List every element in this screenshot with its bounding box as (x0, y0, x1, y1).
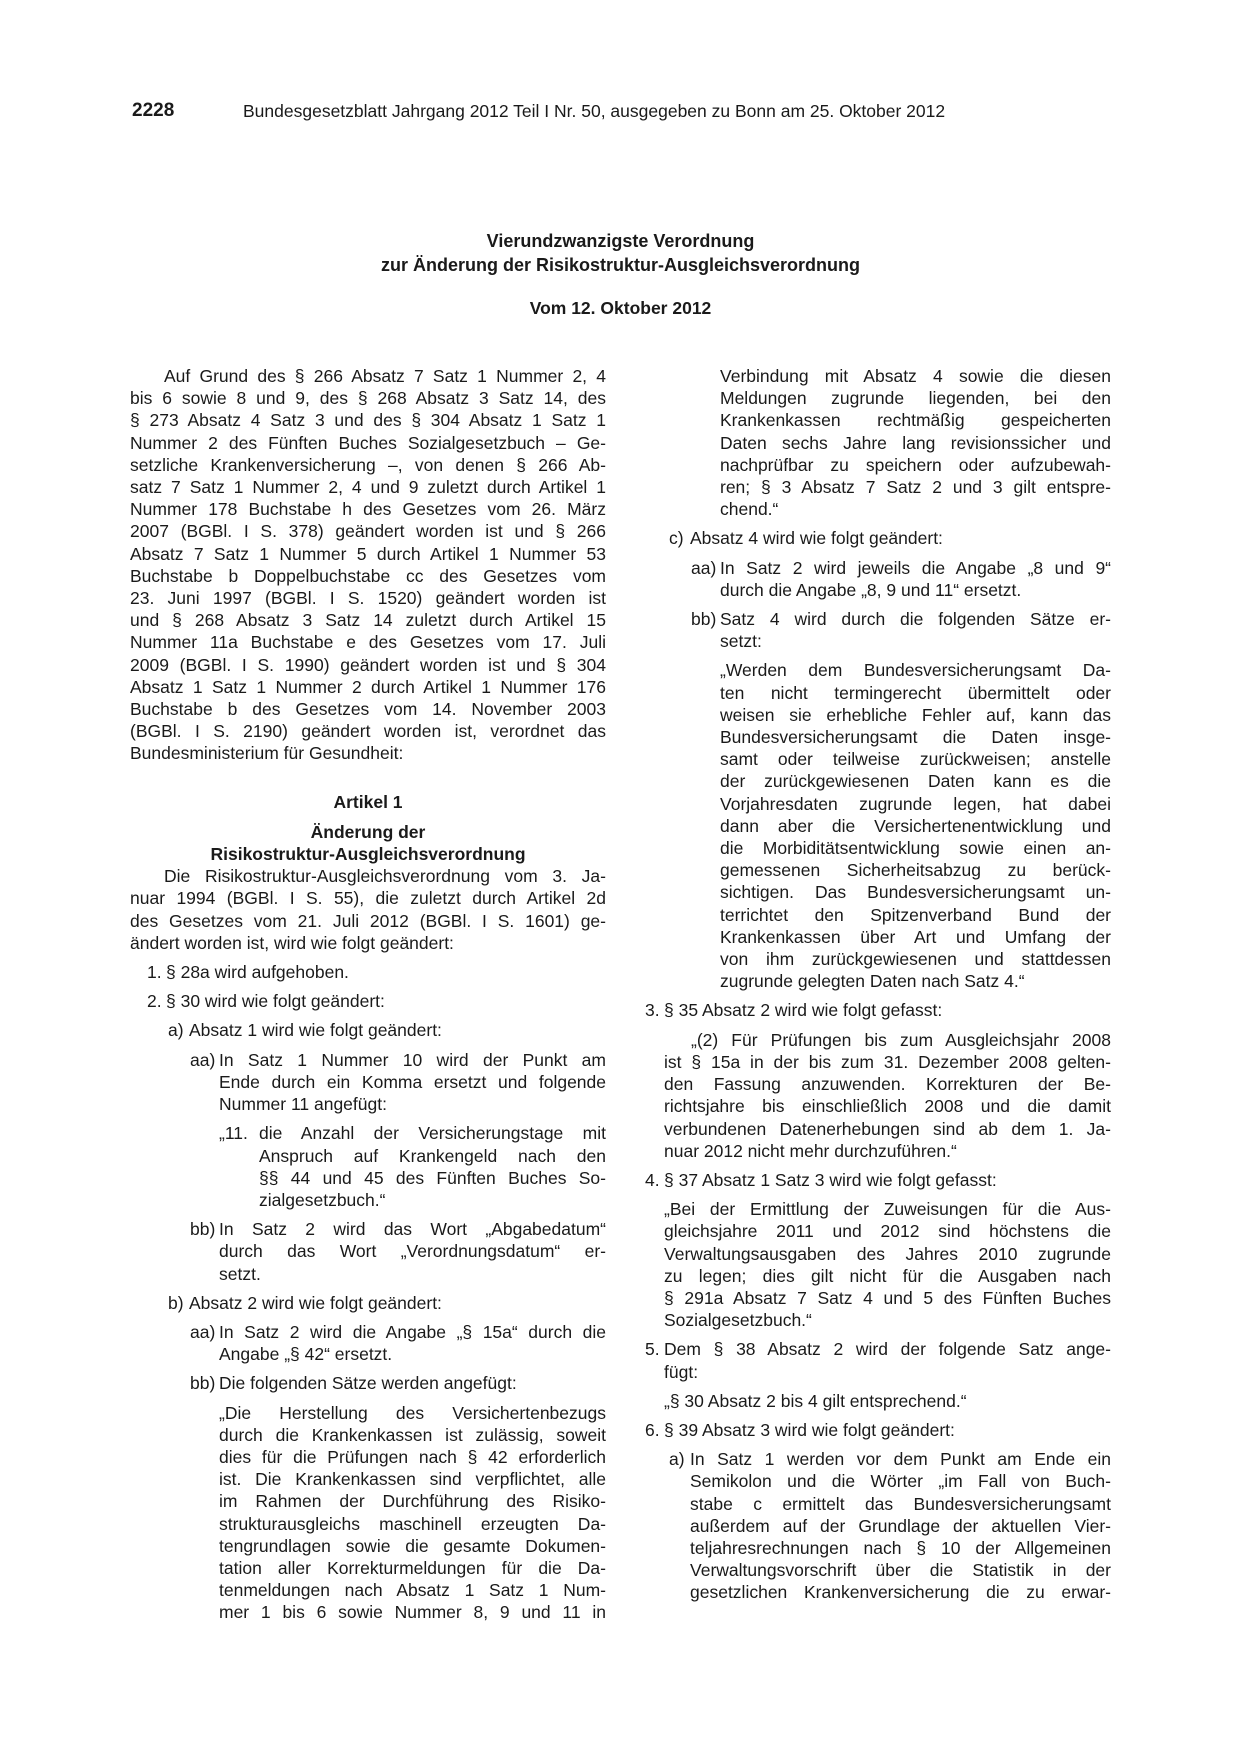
preamble-line: 23. Juni 1997 (BGBl. I S. 1520) geändert worden ist (130, 588, 606, 609)
article-title: Artikel 1 (333, 791, 403, 812)
preamble-line: Nummer 2 des Fünften Buches Sozialgesetzbuch – Ge- (130, 432, 606, 453)
item-label: b) (168, 1292, 184, 1313)
preamble-line: setzliche Krankenversicherung –, von denen § 266 Ab- (130, 454, 606, 475)
preamble-line: § 273 Absatz 4 Satz 3 und des § 304 Absatz 1 Satz 1 (130, 410, 606, 431)
preamble-line: 2007 (BGBl. I S. 378) geändert worden ist und § 266 (130, 521, 606, 542)
quote-line: ten nicht termingerecht übermittelt oder (720, 682, 1111, 703)
quote-line: Vorjahresdaten zugrunde legen, hat dabei (720, 793, 1111, 814)
quote-line: ren; § 3 Absatz 7 Satz 2 und 3 gilt entspre- (720, 477, 1111, 498)
quote-label: „11. (219, 1123, 248, 1144)
quote-line: Krankenkassen über Art und Umfang der (720, 926, 1111, 947)
article-subtitle: Risikostruktur-Ausgleichsverordnung (210, 844, 526, 865)
item-line: In Satz 2 wird jeweils die Angabe „8 und 9“ (720, 557, 1111, 578)
preamble-line: bis 6 sowie 8 und 9, des § 268 Absatz 3 Satz 14, des (130, 388, 606, 409)
preamble-line: (BGBl. I S. 2190) geändert worden ist, verordnet das (130, 721, 606, 742)
quote-line: tengrundlagen sowie die gesamte Dokumen- (219, 1535, 606, 1556)
preamble-line: Absatz 7 Satz 1 Nummer 5 durch Artikel 1 Nummer 53 (130, 543, 606, 564)
list-item (130, 1019, 606, 1041)
quote-line: samt oder teilweise zurückweisen; anstelle (720, 749, 1111, 770)
preamble-line: 2009 (BGBl. I S. 1990) geändert worden ist und § 304 (130, 654, 606, 675)
item-line: Verwaltungsvorschrift über die Statistik in der (690, 1560, 1111, 1581)
list-item (645, 1338, 1111, 1382)
item-label: 4. (645, 1169, 660, 1190)
left-column (130, 365, 606, 1624)
preamble-line: satz 7 Satz 1 Nummer 2, 4 und 9 zuletzt durch Artikel 1 (130, 477, 606, 498)
list-item (645, 999, 1111, 1021)
document-title (0, 229, 1241, 277)
list-item (645, 1448, 1111, 1603)
preamble-line: und § 268 Absatz 3 Satz 14 zuletzt durch Artikel 15 (130, 610, 606, 631)
quote-block (645, 1198, 1111, 1331)
quote-line: gleichsjahre 2011 und 2012 sind höchstens die (664, 1221, 1111, 1242)
item-label: a) (168, 1020, 184, 1041)
quote-line: chend.“ (720, 499, 779, 520)
quote-line: §§ 44 und 45 des Fünften Buches So- (259, 1167, 606, 1188)
item-line: Nummer 11 angefügt: (219, 1094, 387, 1115)
item-line: In Satz 1 Nummer 10 wird der Punkt am (219, 1049, 606, 1070)
quote-line: Sozialgesetzbuch.“ (664, 1310, 812, 1331)
quote-line: terrichtet den Spitzenverband Bund der (720, 904, 1111, 925)
preamble-line: Nummer 11a Buchstabe e des Gesetzes vom 17. Juli (130, 632, 606, 653)
preamble-line: Bundesministerium für Gesundheit: (130, 743, 404, 764)
list-item (645, 1169, 1111, 1191)
item-line: Ende durch ein Komma ersetzt und folgende (219, 1071, 606, 1092)
quote-line: weisen sie erhebliche Fehler auf, kann das (720, 704, 1111, 725)
quote-line: Verwaltungsausgaben des Jahres 2010 zugrunde (664, 1243, 1111, 1264)
quote-line: „Bei der Ermittlung der Zuweisungen für die Aus- (664, 1199, 1111, 1220)
quote-line: die Anzahl der Versicherungstage mit (259, 1123, 606, 1144)
intro-line: ändert worden ist, wird wie folgt geändert: (130, 932, 454, 953)
item-label: bb) (691, 609, 717, 630)
item-label: 6. (645, 1419, 660, 1440)
list-item (645, 608, 1111, 652)
quote-line: ist § 15a in der bis zum 31. Dezember 2008 gelten- (664, 1051, 1111, 1072)
preamble-line: Nummer 178 Buchstabe h des Gesetzes vom 26. März (130, 499, 606, 520)
item-text: § 35 Absatz 2 wird wie folgt gefasst: (664, 1000, 943, 1021)
item-text: § 39 Absatz 3 wird wie folgt geändert: (664, 1419, 955, 1440)
preamble-line: Auf Grund des § 266 Absatz 7 Satz 1 Nummer 2, 4 (164, 366, 606, 386)
list-item (130, 990, 606, 1012)
quote-line: die Morbiditätsentwicklung sowie einen an- (720, 838, 1111, 859)
quote-line: gemessenen Sicherheitsabzug zu berück- (720, 860, 1111, 881)
quote-line: verbundenen Datenerhebungen sind ab dem 1. Ja- (664, 1118, 1111, 1139)
item-label: aa) (691, 557, 717, 578)
quote-block (645, 1029, 1111, 1162)
intro-line: des Gesetzes vom 21. Juli 2012 (BGBl. I S. 1601) ge- (130, 910, 606, 931)
item-label: 3. (645, 1000, 660, 1021)
quote-line: Daten sechs Jahre lang revisionssicher und (720, 432, 1111, 453)
list-item (130, 1321, 606, 1365)
quote-line: den Fassung anzuwenden. Korrekturen der Be- (664, 1074, 1111, 1095)
quote-line: Bundesversicherungsamt die Daten insge- (720, 727, 1111, 748)
quote-block (130, 1122, 606, 1211)
item-label: a) (669, 1449, 685, 1470)
item-line: In Satz 2 wird die Angabe „§ 15a“ durch die (219, 1321, 606, 1342)
quote-line: von ihm zurückgewiesenen und stattdessen (720, 949, 1111, 970)
item-line: Angabe „§ 42“ ersetzt. (219, 1344, 393, 1365)
quote-line: strukturausgleichs maschinell erzeugten Da- (219, 1513, 606, 1534)
item-line: Semikolon und die Wörter „im Fall von Buch- (690, 1471, 1111, 1492)
item-line: setzt: (720, 631, 762, 652)
quote-line: Meldungen zugrunde liegenden, bei den (720, 388, 1111, 409)
quote-line: dies für die Prüfungen nach § 42 erforderlich (219, 1446, 606, 1467)
preamble-line: Absatz 1 Satz 1 Nummer 2 durch Artikel 1 Nummer 176 (130, 676, 606, 697)
item-text: Absatz 2 wird wie folgt geändert: (189, 1292, 442, 1313)
quote-line: tenmeldungen nach Absatz 1 Satz 1 Num- (219, 1580, 606, 1601)
quote-block (130, 1402, 606, 1624)
item-line: In Satz 1 werden vor dem Punkt am Ende ein (690, 1449, 1111, 1470)
item-label: aa) (190, 1049, 216, 1070)
quote-line: richtsjahre bis einschließlich 2008 und die damit (664, 1096, 1111, 1117)
item-line: In Satz 2 wird das Wort „Abgabedatum“ (219, 1219, 606, 1240)
item-line: durch das Wort „Verordnungsdatum“ er- (219, 1241, 606, 1262)
quote-line: „Die Herstellung des Versichertenbezugs (219, 1402, 606, 1423)
item-label: 1. (147, 962, 162, 983)
list-item (645, 1419, 1111, 1441)
quote-line: nachprüfbar zu speichern oder aufzubewah- (720, 454, 1111, 475)
list-item (130, 1292, 606, 1314)
item-text: § 37 Absatz 1 Satz 3 wird wie folgt gefasst: (664, 1169, 997, 1190)
item-text: § 28a wird aufgehoben. (166, 962, 349, 983)
quote-line: tation aller Korrekturmeldungen für die Da- (219, 1557, 606, 1578)
quote-line: mer 1 bis 6 sowie Nummer 8, 9 und 11 in (219, 1602, 606, 1623)
quote-continuation (645, 365, 1111, 520)
preamble-line: Buchstabe b Doppelbuchstabe cc des Gesetzes vom (130, 565, 606, 586)
item-label: bb) (190, 1373, 216, 1394)
item-text: § 30 wird wie folgt geändert: (166, 991, 385, 1012)
list-item (130, 961, 606, 983)
list-item (130, 1218, 606, 1285)
list-item (130, 1372, 606, 1394)
quote-line: „Werden dem Bundesversicherungsamt Da- (720, 660, 1111, 681)
intro-line: nuar 1994 (BGBl. I S. 55), die zuletzt durch Artikel 2d (130, 888, 606, 909)
quote-line: im Rahmen der Durchführung des Risiko- (219, 1491, 606, 1512)
item-label: aa) (190, 1321, 216, 1342)
article-subtitle: Änderung der (310, 821, 426, 842)
preamble (130, 365, 606, 765)
quote-block (645, 659, 1111, 992)
item-line: Satz 4 wird durch die folgenden Sätze er- (720, 609, 1111, 630)
title-line-1: Vierundzwanzigste Verordnung (486, 231, 755, 251)
item-line: stabe c ermittelt das Bundesversicherungsamt (690, 1493, 1111, 1514)
quote-line: Verbindung mit Absatz 4 sowie die diesen (720, 366, 1111, 386)
quote-line: sichtigen. Das Bundesversicherungsamt un- (720, 882, 1111, 903)
item-line: Die folgenden Sätze werden angefügt: (219, 1373, 517, 1394)
item-line: teljahresrechnungen nach § 10 der Allgemeinen (690, 1537, 1111, 1558)
right-column (645, 365, 1111, 1604)
title-line-2: zur Änderung der Risikostruktur-Ausgleichsverordnung (380, 255, 861, 275)
quote-line: § 291a Absatz 7 Satz 4 und 5 des Fünften Buches (664, 1287, 1111, 1308)
intro-line: Die Risikostruktur-Ausgleichsverordnung vom 3. Ja- (164, 866, 606, 887)
item-line: Dem § 38 Absatz 2 wird der folgende Satz ange- (664, 1339, 1111, 1360)
quote-line: zialgesetzbuch.“ (259, 1189, 386, 1210)
item-label: 2. (147, 991, 162, 1012)
quote-line: nuar 2012 nicht mehr durchzuführen.“ (664, 1140, 957, 1161)
list-item (130, 1049, 606, 1116)
page-number: 2228 (132, 100, 175, 121)
list-item (645, 527, 1111, 549)
preamble-line: Buchstabe b des Gesetzes vom 14. November 2003 (130, 699, 606, 720)
item-label: bb) (190, 1219, 216, 1240)
item-line: fügt: (664, 1361, 699, 1382)
quote-line: dann aber die Versichertenentwicklung und (720, 815, 1111, 836)
quote-line: „(2) Für Prüfungen bis zum Ausgleichsjahr 2008 (691, 1029, 1111, 1050)
item-label: c) (669, 528, 684, 549)
quote-line: „§ 30 Absatz 2 bis 4 gilt entsprechend.“ (664, 1390, 967, 1411)
quote-line: zu legen; dies gilt nicht für die Ausgaben nach (664, 1265, 1111, 1286)
quote-line: ist. Die Krankenkassen sind verpflichtet, alle (219, 1469, 606, 1490)
quote-line: der zurückgewiesenen Daten kann es die (720, 771, 1111, 792)
item-text: Absatz 1 wird wie folgt geändert: (189, 1020, 442, 1041)
document-date: Vom 12. Oktober 2012 (529, 298, 712, 318)
quote-line: Krankenkassen rechtmäßig gespeicherten (720, 410, 1111, 431)
article-intro (130, 865, 606, 954)
quote-line: zugrunde gelegten Daten nach Satz 4.“ (720, 971, 1025, 992)
item-label: 5. (645, 1339, 660, 1360)
item-line: durch die Angabe „8, 9 und 11“ ersetzt. (720, 579, 1022, 600)
quote-line: Anspruch auf Krankengeld nach den (259, 1145, 606, 1166)
list-item (645, 557, 1111, 601)
item-line: gesetzlichen Krankenversicherung die zu erwar- (690, 1582, 1111, 1603)
running-header: Bundesgesetzblatt Jahrgang 2012 Teil I Nr. 50, ausgegeben zu Bonn am 25. Oktober 2012 (243, 101, 946, 121)
quote-block (645, 1390, 1111, 1412)
item-line: außerdem auf der Grundlage der aktuellen Vier- (690, 1515, 1111, 1536)
item-text: Absatz 4 wird wie folgt geändert: (690, 528, 943, 549)
item-line: setzt. (219, 1263, 261, 1284)
quote-line: durch die Krankenkassen ist zulässig, soweit (219, 1424, 606, 1445)
